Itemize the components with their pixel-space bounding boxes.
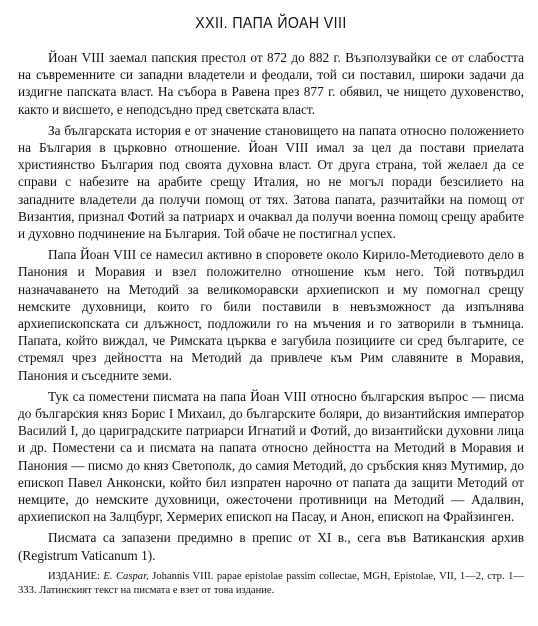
edition-footnote bbox=[18, 570, 524, 599]
footnote-text: Johannis VIII. papae epistolae passim collectae, MGH, Epistolae, VII, 1—2, стр. 1—333. Латинският текст на писмата е взет от това издание. bbox=[18, 570, 524, 597]
paragraph-5: Писмата са запазени предимно в препис от XI в., сега във Ватиканския архив (Registrum Vaticanum 1). bbox=[18, 530, 524, 563]
footnote-editor: E. Caspar, bbox=[103, 570, 149, 582]
chapter-title: XXII. ПАПА ЙОАН VIII bbox=[195, 15, 347, 32]
paragraph-4: Тук са поместени писмата на папа Йоан VIII относно българския въпрос — писма до българския княз Борис I Михаил, до българските боляри, до византийския император Василий I, до цариградските патриарси Игнатий и Фотий, до византийски духовни лица и др. Поместени са и писмата на папата относно дейността на Методий в Моравия и Панония — писмо до княз Светополк, до самия Методий, до сръбския княз Мутимир, до епископ Павел Анконски, който бил изпратен нарочно от папата да защити Методий от немците, до немските духовници, ожесточени противници на Методий — Адалвин, архиепископ на Залцбург, Хермерих епископ на Пасау, и Анон, епископ на Фрайзинген. bbox=[18, 388, 524, 525]
document-body bbox=[18, 49, 524, 564]
paragraph-1: Йоан VIII заемал папския престол от 872 до 882 г. Възползувайки се от слабостта на съвременните си западни владетели и феодали, той си поставил, широки задачи да издигне папската власт. На събора в Равена през 877 г. обявил, че нището духовенство, както и висшето, е неподсъдно пред светската власт. bbox=[18, 50, 524, 117]
paragraph-3: Папа Йоан VIII се намесил активно в споровете около Кирило-Методиевото дело в Панония и Моравия и взел положително отношение към него. Той потвърдил назначаването на Методий за великоморавски архиепископ и му помогнал срещу немските духовници, които го били поставили в невъзможност да изпълнява архиепископската си длъжност, подложили го на мъчения и го затворили в тъмница. Папата, който виждал, че Римската църква е загубила позициите си сред българите, се стремял чрез дейността на Методий да привлече към Рим славяните в Моравия, Панония и съседните земи. bbox=[18, 247, 524, 383]
footnote-label: ИЗДАНИЕ: bbox=[48, 570, 100, 582]
paragraph-2: За българската история е от значение становището на папата относно положението на България в църковно отношение. Йоан VIII имал за цел да постави приелата християнство България под своята духовна власт. От друга страна, той желаел да се справи с набезите на арабите срещу Италия, но не могъл поради безсилието на западните владетели да получи помощ от тях. Затова папата, разчитайки на помощ от Византия, признал Фотий за патриарх и очаквал да получи военна помощ срещу арабите и духовно подчинение на България. Той обаче не постигнал успех. bbox=[18, 122, 524, 242]
